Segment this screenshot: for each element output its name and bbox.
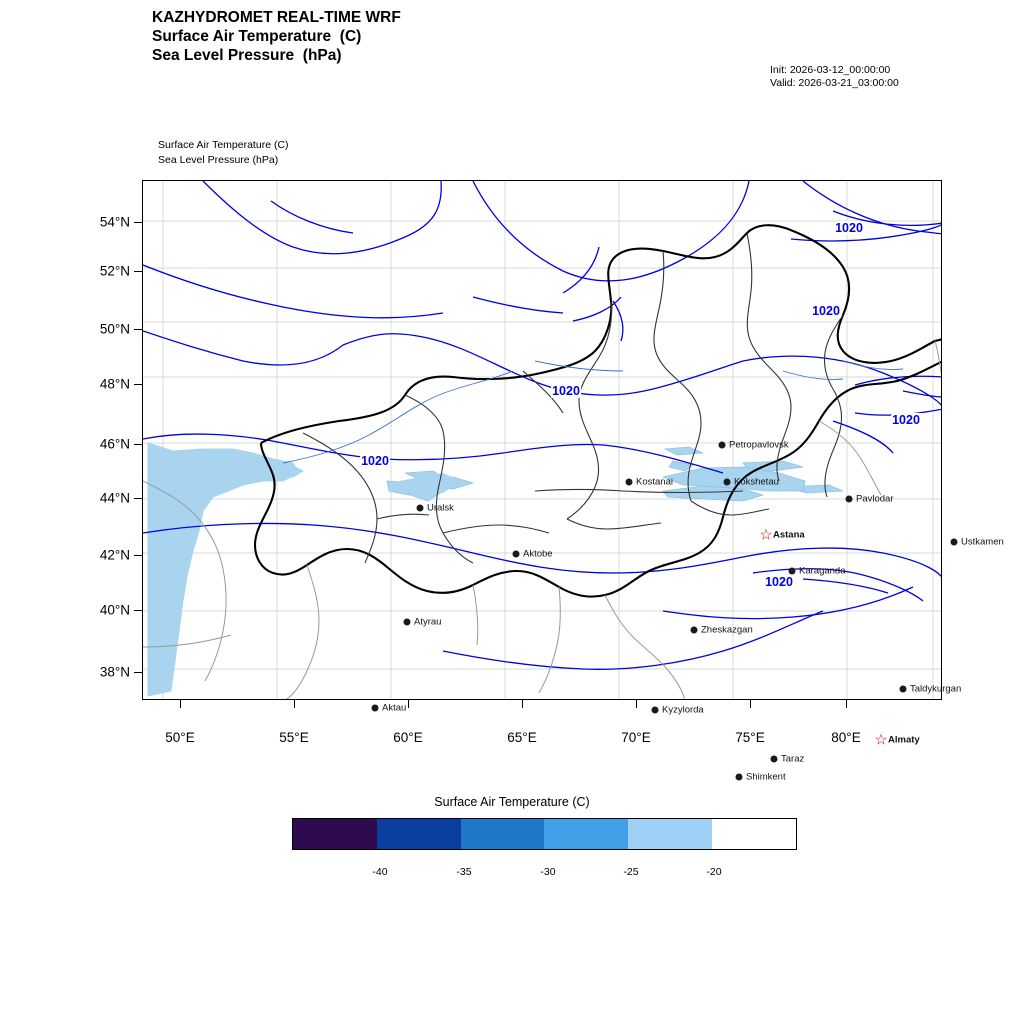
capital-star-icon: ☆	[759, 526, 773, 544]
colorbar-tick-label: -30	[540, 866, 556, 878]
x-tick-mark	[636, 700, 637, 708]
subtitle-line-1: Surface Air Temperature (C)	[158, 139, 289, 151]
city-label: Shimkent	[746, 771, 786, 783]
isobar-label: 1020	[765, 575, 793, 589]
isobar-label: 1020	[812, 304, 840, 318]
y-tick-label: 48°N	[99, 376, 130, 392]
colorbar-segment	[712, 819, 796, 849]
x-tick-label: 70°E	[621, 730, 651, 745]
y-tick-label: 38°N	[99, 664, 130, 680]
page-title	[152, 8, 401, 65]
x-tick-mark	[180, 700, 181, 708]
city-marker-dot	[372, 705, 379, 712]
city-label: Kokshetau	[734, 476, 779, 488]
y-tick-label: 46°N	[99, 436, 130, 452]
colorbar-tick-label: -25	[623, 866, 639, 878]
city-label: Petropavlovsk	[729, 439, 789, 451]
city-label: Taraz	[781, 753, 805, 765]
plot-subtitle	[158, 138, 289, 168]
y-tick-mark	[134, 271, 142, 272]
city-marker-dot	[951, 539, 958, 546]
x-tick-label: 60°E	[393, 730, 423, 745]
capital-star-icon: ☆	[874, 731, 888, 749]
isobar-label: 1020	[892, 413, 920, 427]
city-label: Pavlodar	[856, 493, 894, 505]
city-label: Astana	[773, 529, 805, 541]
colorbar-tick-label: -40	[372, 866, 388, 878]
city-label: Taldykurgan	[910, 683, 962, 695]
x-tick-mark	[750, 700, 751, 708]
y-tick-mark	[134, 498, 142, 499]
valid-time: Valid: 2026-03-21_03:00:00	[770, 77, 899, 89]
isobar-label: 1020	[835, 221, 863, 235]
city-label: Kyzylorda	[662, 704, 704, 716]
x-tick-mark	[408, 700, 409, 708]
y-tick-mark	[134, 555, 142, 556]
y-tick-mark	[134, 444, 142, 445]
city-label: Kostanai	[636, 476, 673, 488]
y-tick-label: 54°N	[99, 214, 130, 230]
y-tick-mark	[134, 384, 142, 385]
colorbar-segment	[461, 819, 545, 849]
colorbar-tick-label: -20	[706, 866, 722, 878]
city-marker-dot	[771, 756, 778, 763]
map-panel[interactable]	[142, 180, 942, 700]
y-tick-label: 50°N	[99, 321, 130, 337]
colorbar-title: Surface Air Temperature (C)	[434, 795, 590, 809]
city-marker-dot	[652, 707, 659, 714]
y-tick-label: 44°N	[99, 490, 130, 506]
y-tick-label: 42°N	[99, 547, 130, 563]
y-tick-mark	[134, 329, 142, 330]
x-tick-label: 75°E	[735, 730, 765, 745]
city-label: Karaganda	[799, 565, 846, 577]
y-tick-mark	[134, 222, 142, 223]
city-label: Atyrau	[414, 616, 442, 628]
y-tick-label: 40°N	[99, 602, 130, 618]
city-label: Aktobe	[523, 548, 553, 560]
colorbar-segment	[293, 819, 377, 849]
isobar-label: 1020	[361, 454, 389, 468]
x-tick-label: 55°E	[279, 730, 309, 745]
x-tick-mark	[846, 700, 847, 708]
x-tick-label: 50°E	[165, 730, 195, 745]
colorbar[interactable]	[292, 818, 797, 850]
x-tick-label: 80°E	[831, 730, 861, 745]
x-tick-mark	[294, 700, 295, 708]
city-label: Almaty	[888, 734, 920, 746]
isobar-label: 1020	[552, 384, 580, 398]
city-label: Zheskazgan	[701, 624, 753, 636]
x-tick-label: 65°E	[507, 730, 537, 745]
y-tick-mark	[134, 672, 142, 673]
title-line-3: Sea Level Pressure (hPa)	[152, 47, 342, 64]
city-markers	[143, 181, 941, 699]
colorbar-segment	[377, 819, 461, 849]
colorbar-tick-label: -35	[456, 866, 472, 878]
city-label: Uralsk	[427, 502, 454, 514]
run-info	[770, 64, 899, 90]
y-tick-mark	[134, 610, 142, 611]
title-line-1: KAZHYDROMET REAL-TIME WRF	[152, 9, 401, 26]
colorbar-segment	[544, 819, 628, 849]
title-line-2: Surface Air Temperature (C)	[152, 28, 362, 45]
city-label: Ustkamen	[961, 536, 1004, 548]
x-tick-mark	[522, 700, 523, 708]
y-tick-label: 52°N	[99, 263, 130, 279]
city-label: Aktau	[382, 702, 407, 714]
city-marker-dot	[736, 774, 743, 781]
subtitle-line-2: Sea Level Pressure (hPa)	[158, 154, 279, 166]
colorbar-segment	[628, 819, 712, 849]
init-time: Init: 2026-03-12_00:00:00	[770, 64, 891, 76]
